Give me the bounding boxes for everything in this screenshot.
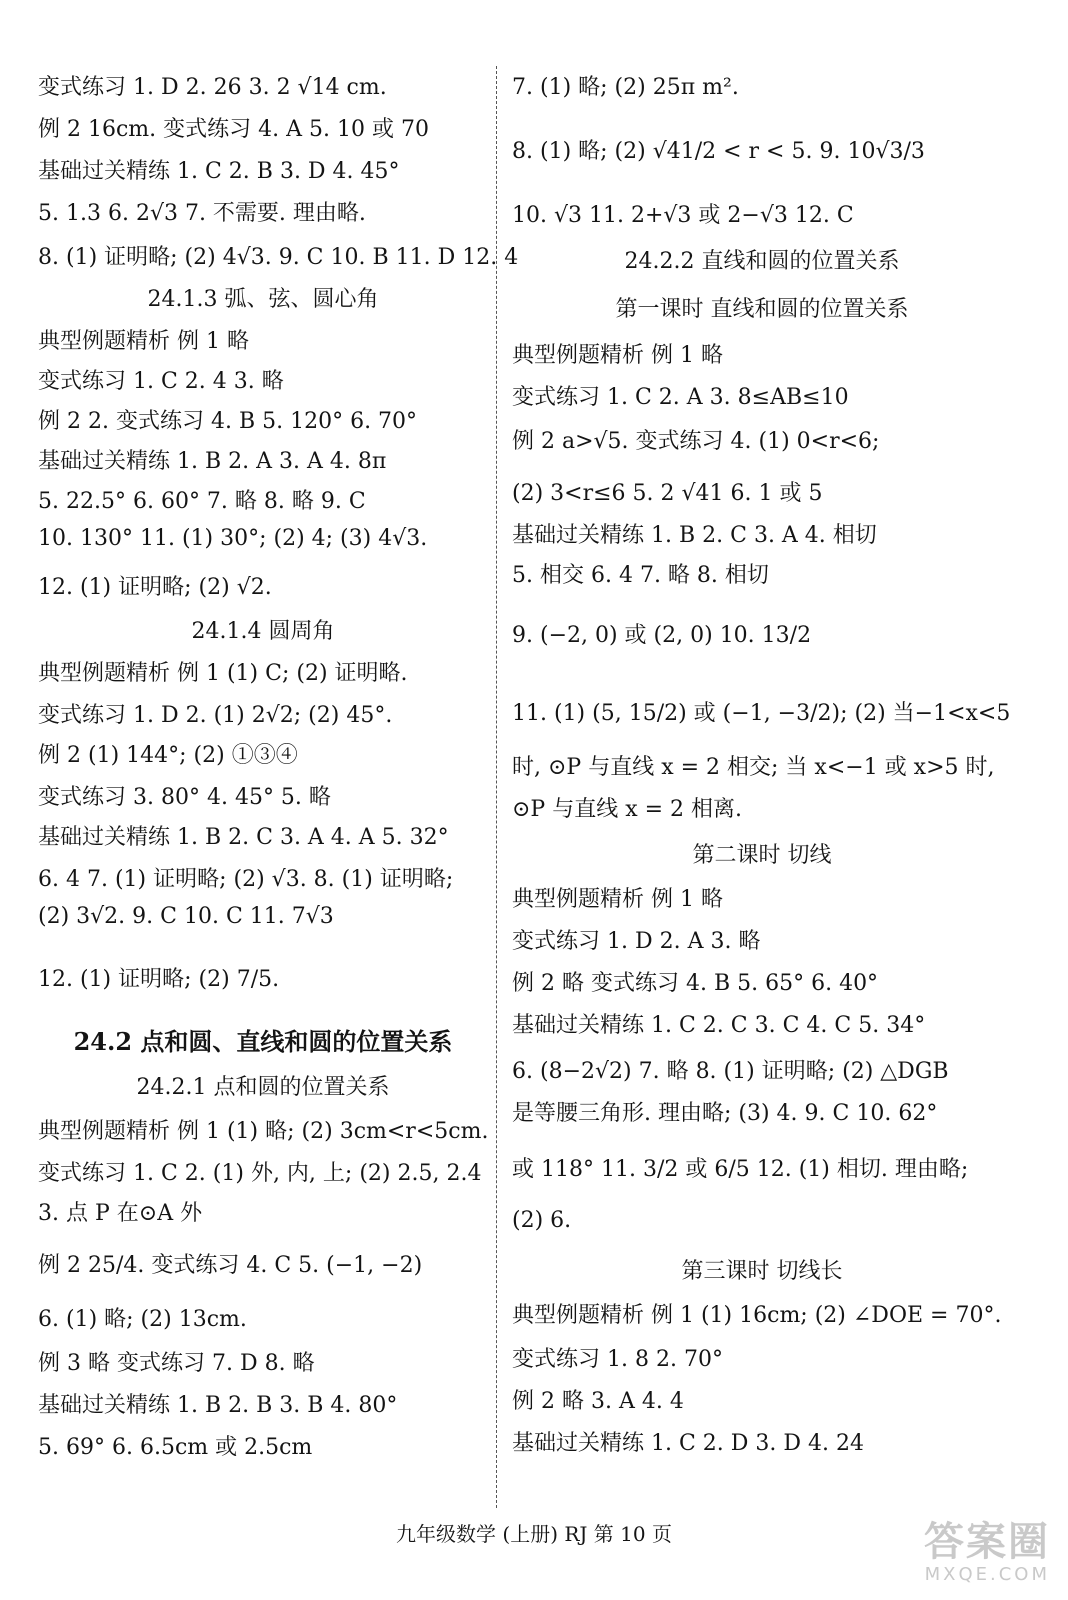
lesson-heading-1: 第一课时 直线和圆的位置关系: [615, 297, 909, 322]
lesson-heading-2: 第二课时 切线: [692, 843, 832, 868]
answer-line: 12. (1) 证明略; (2) √2.: [38, 575, 272, 600]
answer-line: 典型例题精析 例 1 略: [512, 343, 723, 368]
watermark-text: 答案圈: [924, 1519, 1050, 1565]
column-divider: [496, 66, 497, 1508]
answer-line: 5. 69° 6. 6.5cm 或 2.5cm: [38, 1435, 313, 1460]
answer-line: 变式练习 1. D 2. 26 3. 2 √14 cm.: [38, 75, 387, 100]
answer-line: 例 2 略 变式练习 4. B 5. 65° 6. 40°: [512, 971, 879, 996]
answer-line: 基础过关精练 1. B 2. B 3. B 4. 80°: [38, 1393, 398, 1418]
answer-line: 9. (−2, 0) 或 (2, 0) 10. 13/2: [512, 623, 812, 648]
answer-line: 典型例题精析 例 1 略: [512, 887, 723, 912]
answer-line: 变式练习 1. D 2. (1) 2√2; (2) 45°.: [38, 703, 393, 728]
answer-line: 10. √3 11. 2+√3 或 2−√3 12. C: [512, 203, 854, 228]
subsection-heading-24-1-4: 24.1.4 圆周角: [191, 619, 335, 644]
answer-line: 典型例题精析 例 1 (1) 16cm; (2) ∠DOE = 70°.: [512, 1303, 1002, 1328]
answer-line: 例 2 a>√5. 变式练习 4. (1) 0<r<6;: [512, 429, 880, 454]
answer-line: 10. 130° 11. (1) 30°; (2) 4; (3) 4√3.: [38, 526, 428, 551]
section-heading-24-2: 24.2 点和圆、直线和圆的位置关系: [73, 1027, 453, 1056]
answer-line: 变式练习 1. C 2. A 3. 8≤AB≤10: [512, 385, 849, 410]
left-column: [38, 62, 519, 1502]
answer-line: 6. (8−2√2) 7. 略 8. (1) 证明略; (2) △DGB: [512, 1059, 949, 1084]
answer-line: 7. (1) 略; (2) 25π m².: [512, 75, 739, 100]
answer-line: 变式练习 3. 80° 4. 45° 5. 略: [38, 785, 331, 810]
answer-line: 例 2 (1) 144°; (2) ①③④: [38, 743, 298, 768]
answer-line: 基础过关精练 1. C 2. C 3. C 4. C 5. 34°: [512, 1013, 926, 1038]
answer-line: 基础过关精练 1. B 2. A 3. A 4. 8π: [38, 449, 387, 474]
answer-line: 5. 22.5° 6. 60° 7. 略 8. 略 9. C: [38, 489, 366, 514]
answer-line: 5. 相交 6. 4 7. 略 8. 相切: [512, 563, 769, 588]
answer-line: 8. (1) 证明略; (2) 4√3. 9. C 10. B 11. D 12. 4: [38, 245, 519, 270]
answer-line: 基础过关精练 1. C 2. B 3. D 4. 45°: [38, 159, 400, 184]
page-footer: 九年级数学 (上册) RJ 第 10 页: [396, 1522, 672, 1546]
answer-line: (2) 3√2. 9. C 10. C 11. 7√3: [38, 904, 334, 929]
answer-line: (2) 3<r≤6 5. 2 √41 6. 1 或 5: [512, 481, 823, 506]
answer-line: 例 2 2. 变式练习 4. B 5. 120° 6. 70°: [38, 409, 418, 434]
answer-line: 例 2 25/4. 变式练习 4. C 5. (−1, −2): [38, 1253, 423, 1278]
answer-line: 基础过关精练 1. B 2. C 3. A 4. 相切: [512, 523, 877, 548]
answer-line: 变式练习 1. 8 2. 70°: [512, 1347, 723, 1372]
answer-line: 是等腰三角形. 理由略; (3) 4. 9. C 10. 62°: [512, 1101, 938, 1126]
answer-line: 12. (1) 证明略; (2) 7/5.: [38, 967, 280, 992]
answer-line: 典型例题精析 例 1 (1) 略; (2) 3cm<r<5cm.: [38, 1119, 489, 1144]
answer-line: 5. 1.3 6. 2√3 7. 不需要. 理由略.: [38, 201, 366, 226]
answer-line: 例 2 16cm. 变式练习 4. A 5. 10 或 70: [38, 117, 429, 142]
watermark-url: MXQE.COM: [924, 1564, 1050, 1585]
answer-line: 6. (1) 略; (2) 13cm.: [38, 1307, 247, 1332]
answer-line: 8. (1) 略; (2) √41/2 < r < 5. 9. 10√3/3: [512, 139, 925, 164]
answer-line: 6. 4 7. (1) 证明略; (2) √3. 8. (1) 证明略;: [38, 867, 454, 892]
answer-line: 典型例题精析 例 1 略: [38, 329, 249, 354]
right-column: [512, 62, 1012, 1502]
watermark-logo: [850, 1520, 1050, 1590]
answer-line: 时, ⊙P 与直线 x = 2 相交; 当 x<−1 或 x>5 时,: [512, 755, 995, 780]
answer-line: 基础过关精练 1. B 2. C 3. A 4. A 5. 32°: [38, 825, 449, 850]
subsection-heading-24-2-2: 24.2.2 直线和圆的位置关系: [624, 249, 900, 274]
answer-line: 3. 点 P 在⊙A 外: [38, 1201, 203, 1226]
answer-line: (2) 6.: [512, 1208, 572, 1233]
answer-line: 例 3 略 变式练习 7. D 8. 略: [38, 1351, 315, 1376]
answer-line: ⊙P 与直线 x = 2 相离.: [512, 797, 743, 822]
answer-line: 变式练习 1. C 2. (1) 外, 内, 上; (2) 2.5, 2.4: [38, 1161, 482, 1186]
subsection-heading-24-1-3: 24.1.3 弧、弦、圆心角: [147, 287, 379, 312]
answer-line: 典型例题精析 例 1 (1) C; (2) 证明略.: [38, 661, 408, 686]
answer-line: 基础过关精练 1. C 2. D 3. D 4. 24: [512, 1431, 865, 1456]
answer-line: 11. (1) (5, 15/2) 或 (−1, −3/2); (2) 当−1<x<5: [512, 701, 1011, 726]
answer-line: 变式练习 1. D 2. A 3. 略: [512, 929, 761, 954]
answer-line: 例 2 略 3. A 4. 4: [512, 1389, 684, 1414]
answer-line: 或 118° 11. 3/2 或 6/5 12. (1) 相切. 理由略;: [512, 1157, 969, 1182]
answer-line: 变式练习 1. C 2. 4 3. 略: [38, 369, 284, 394]
lesson-heading-3: 第三课时 切线长: [681, 1259, 843, 1284]
subsection-heading-24-2-1: 24.2.1 点和圆的位置关系: [136, 1075, 390, 1100]
